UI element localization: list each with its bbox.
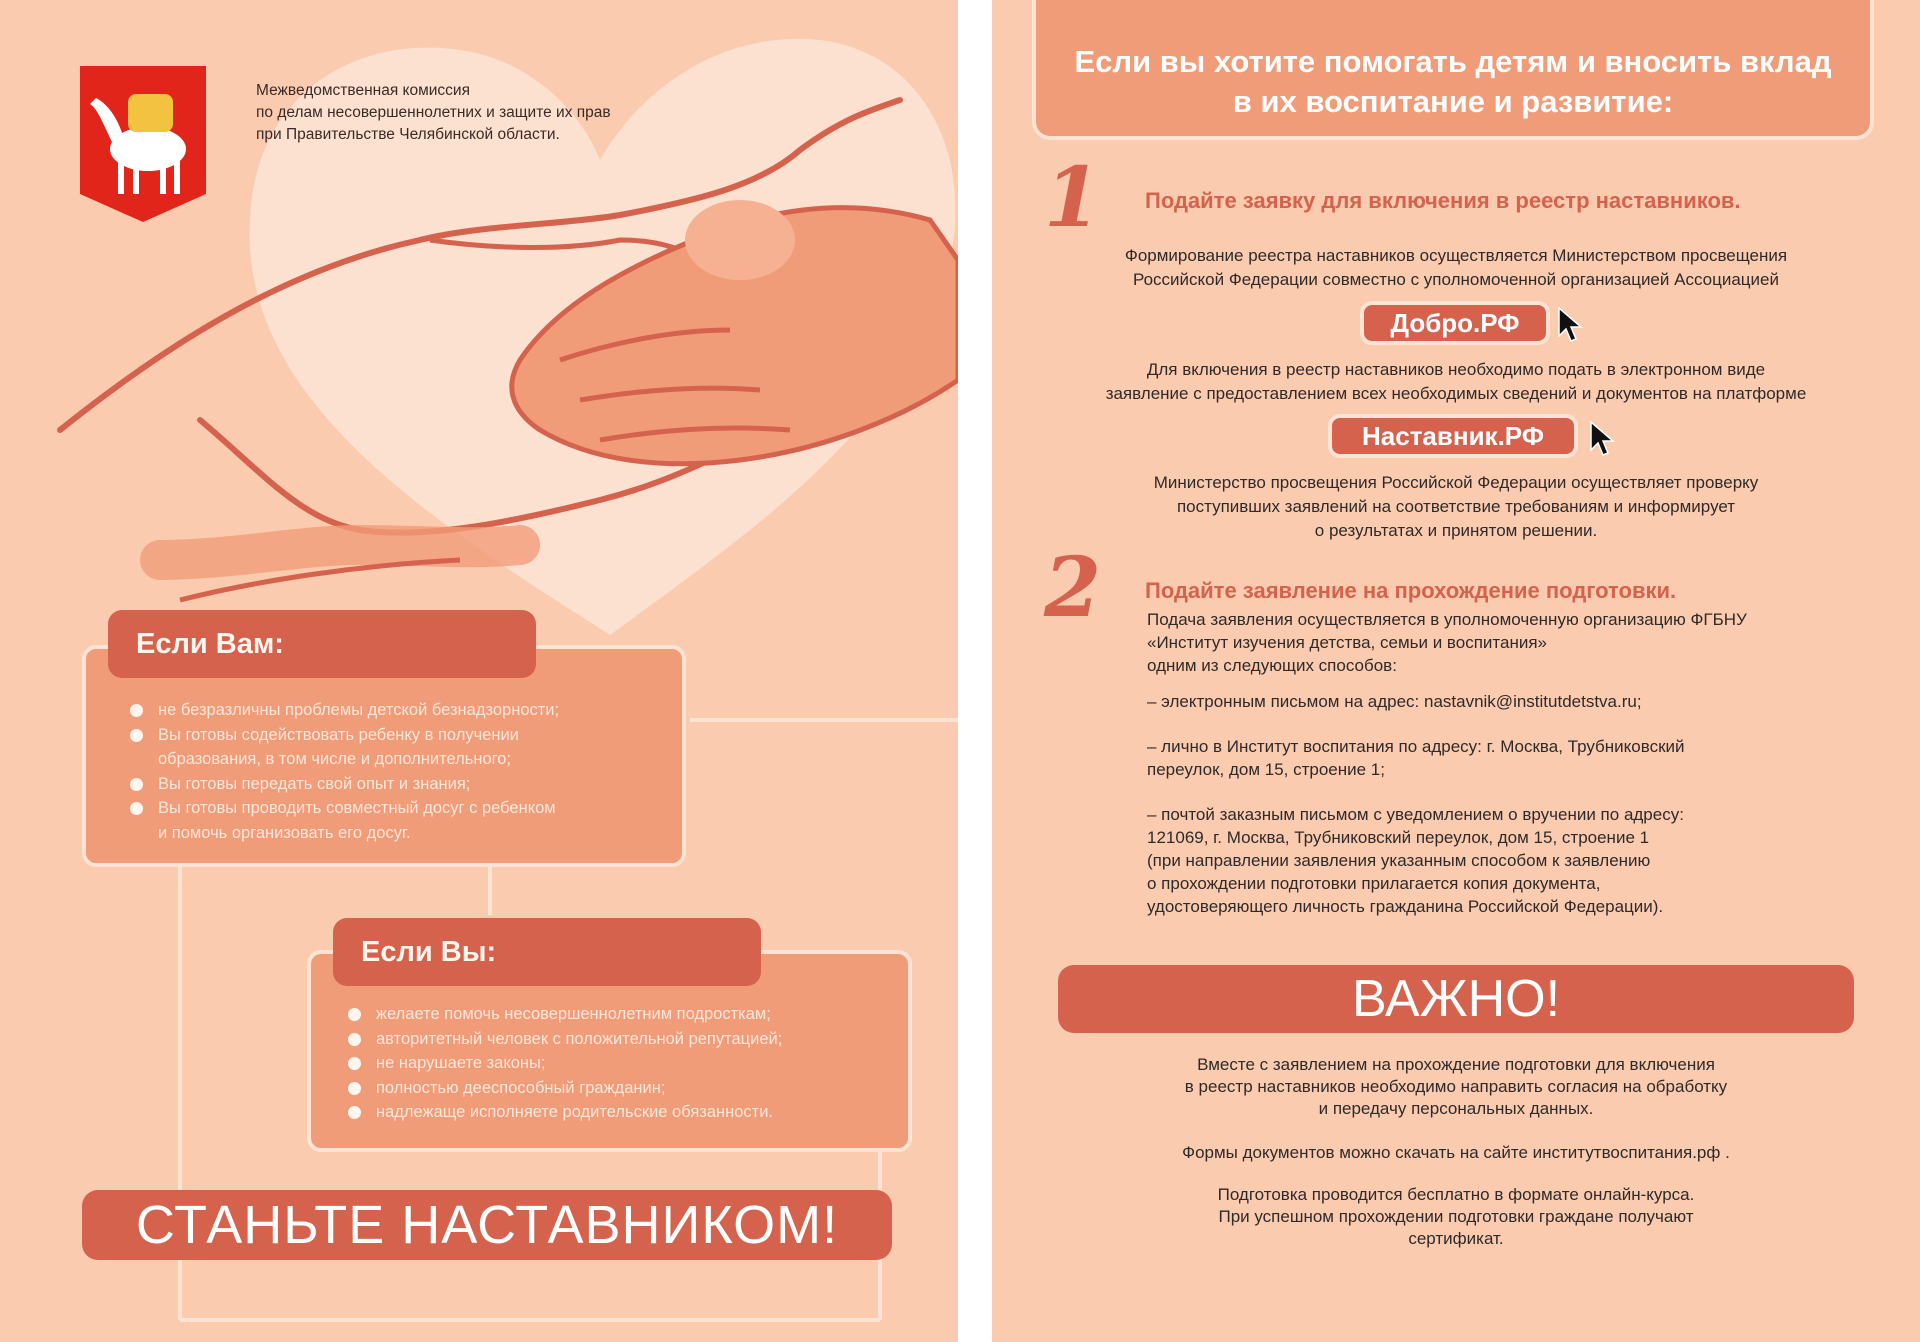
important-banner: ВАЖНО! — [1058, 965, 1854, 1033]
step-2-way-email: – электронным письмом на адрес: nastavnik@institutdetstva.ru; — [1147, 692, 1642, 711]
list-item: не нарушаете законы; — [348, 1051, 908, 1076]
header-line: Если вы хотите помогать детям и вносить вклад — [1074, 44, 1832, 79]
left-page — [0, 0, 958, 1342]
step-2-way-post: – почтой заказным письмом с уведомлением о вручении по адресу: 121069, г. Москва, Трубниковский переулок, дом 15, строение 1 (при направлении заявления указанным способом к заявлению о прохождении подготовки прилагается копия документа, удостоверяющего личность гражданина Российской Федерации). — [1147, 805, 1684, 916]
mouse-pointer-icon — [1588, 420, 1618, 458]
step-1-number: 1 — [1044, 150, 1102, 246]
list-item: надлежаще исполняете родительские обязанности. — [348, 1100, 908, 1125]
chelyabinsk-emblem — [78, 64, 208, 224]
header-line: в их воспитание и развитие: — [1232, 84, 1674, 119]
if-you2-title: Если Вы: — [333, 918, 761, 986]
if-you2-list — [348, 1002, 908, 1125]
step-2-way-in-person: – лично в Институт воспитания по адресу: г. Москва, Трубниковский переулок, дом 15, строение 1; — [1147, 737, 1685, 779]
list-item: не безразличны проблемы детской безнадзорности; — [130, 698, 680, 723]
important-paragraph-2: Формы документов можно скачать на сайте институтвоспитания.рф . — [1182, 1143, 1730, 1162]
step-2-intro: Подача заявления осуществляется в уполномоченную организацию ФГБНУ «Институт изучения детства, семьи и воспитания» одним из следующих способов: — [1147, 610, 1747, 675]
list-item: желаете помочь несовершеннолетним подросткам; — [348, 1002, 908, 1027]
commission-line: по делам несовершеннолетних и защите их прав — [256, 104, 611, 121]
dobro-rf-link[interactable]: Добро.РФ — [1360, 301, 1550, 345]
if-you-title: Если Вам: — [108, 610, 536, 678]
commission-line: при Правительстве Челябинской области. — [256, 126, 560, 143]
commission-line: Межведомственная комиссия — [256, 82, 470, 99]
list-item: полностью дееспособный гражданин; — [348, 1076, 908, 1101]
list-item: Вы готовы проводить совместный досуг с ребенком и помочь организовать его досуг. — [130, 796, 680, 845]
right-page — [992, 0, 1920, 1342]
important-paragraph-1: Вместе с заявлением на прохождение подготовки для включения в реестр наставников необходимо направить согласия на обработку и передачу персональных данных. — [1184, 1055, 1728, 1118]
list-item: Вы готовы содействовать ребенку в получении образования, в том числе и дополнительного; — [130, 723, 680, 772]
step-1-paragraph-1: Формирование реестра наставников осуществляется Министерством просвещения Российской Федерации совместно с уполномоченной организацией Ассоциацией — [1124, 246, 1788, 289]
step-1-title: Подайте заявку для включения в реестр наставников. — [1145, 188, 1741, 213]
if-you-list — [130, 698, 680, 846]
step-1-paragraph-3: Министерство просвещения Российской Федерации осуществляет проверку поступивших заявлений на соответствие требованиям и информирует о результатах и принятом решении. — [1153, 473, 1759, 540]
list-item: авторитетный человек с положительной репутацией; — [348, 1027, 908, 1052]
mouse-pointer-icon — [1556, 306, 1586, 344]
list-item: Вы готовы передать свой опыт и знания; — [130, 772, 680, 797]
step-2-number: 2 — [1044, 540, 1102, 636]
step-1-paragraph-2: Для включения в реестр наставников необходимо подать в электронном виде заявление с предоставлением всех необходимых сведений и документов на платформе — [1105, 360, 1807, 403]
right-header — [1032, 0, 1874, 140]
commission-text — [256, 80, 716, 146]
nastavnik-rf-link[interactable]: Наставник.РФ — [1328, 414, 1578, 458]
step-2-title: Подайте заявление на прохождение подготовки. — [1145, 578, 1677, 603]
important-paragraph-3: Подготовка проводится бесплатно в формате онлайн-курса. При успешном прохождении подготовки граждане получают сертификат. — [1217, 1185, 1695, 1248]
become-mentor-banner: СТАНЬТЕ НАСТАВНИКОМ! — [82, 1190, 892, 1260]
